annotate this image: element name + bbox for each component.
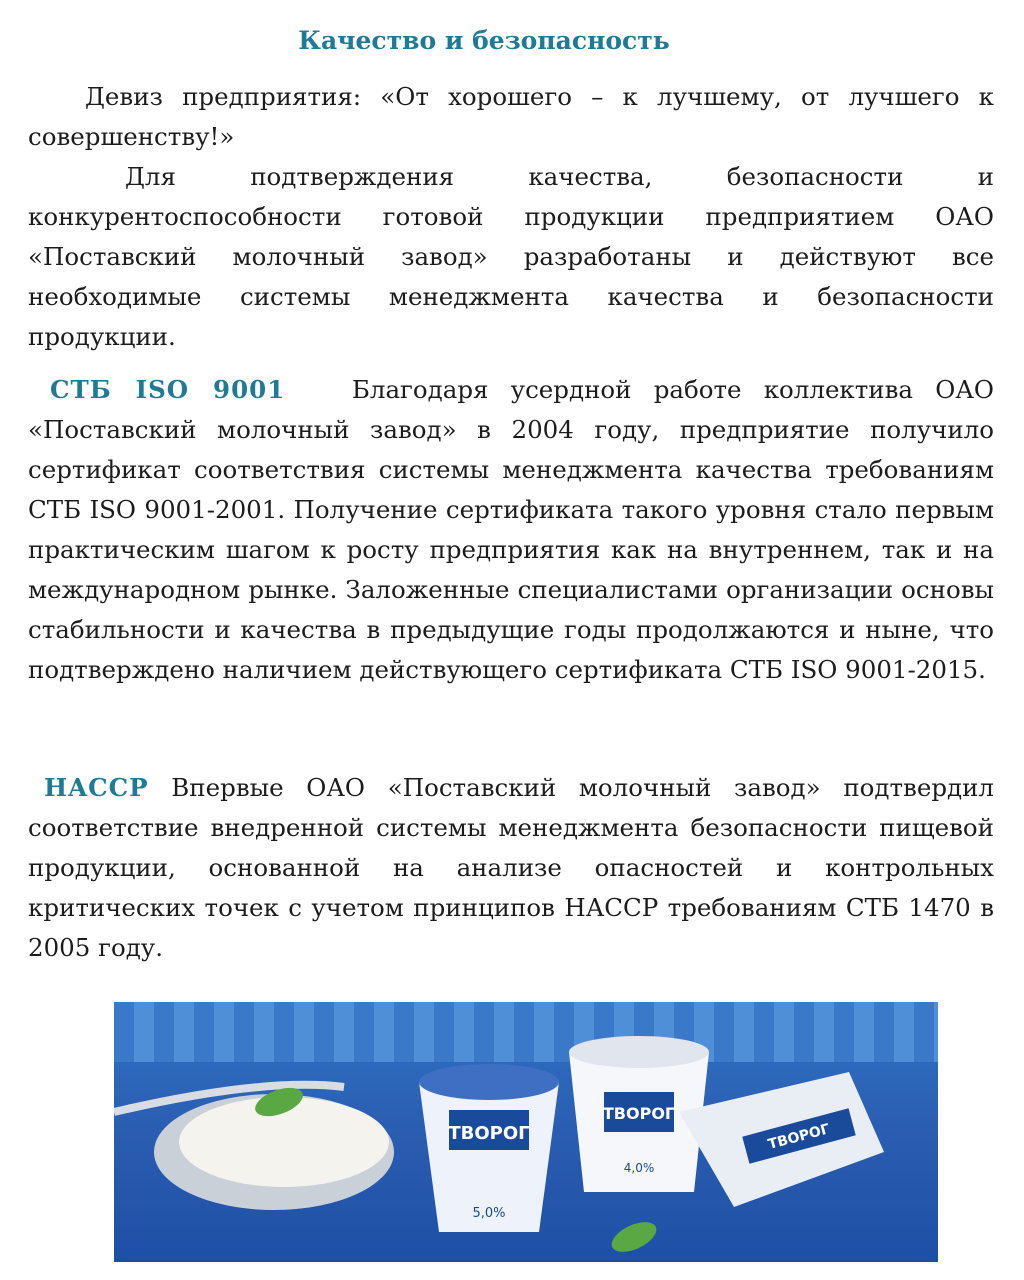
intro-paragraph: Для подтверждения качества, безопасности и конкурентоспособности готовой продукции предприятием ОАО «Поставский молочный завод» разработаны и действуют все необходимые системы менеджмента качества и безопасности продукции. — [28, 162, 994, 351]
cup-right-fat: 4,0% — [623, 1161, 655, 1175]
cup-left-fat: 5,0% — [472, 1206, 506, 1221]
iso-paragraph — [28, 370, 994, 690]
haccp-text: Впервые ОАО «Поставский молочный завод» подтвердил соответствие внедренной системы менеджмента безопасности пищевой продукции, основанной на анализе опасностей и контрольных критических точек с учетом принципов НАССР требованиям СТБ 1470 в 2005 году. — [28, 773, 994, 962]
haccp-label: HACCP — [44, 773, 149, 802]
iso-text: Благодаря усердной работе коллектива ОАО «Поставский молочный завод» в 2004 году, предприятие получило сертификат соответствия системы менеджмента качества требованиям СТБ ISO 9001-2001. Получение сертификата такого уровня стало первым практическим шагом к росту предприятия как на внутреннем, так и на международном рынке. Заложенные специалистами организации основы стабильности и качества в предыдущие годы продолжаются и ныне, что подтверждено наличием действующего сертификата СТБ ISO 9001-2015. — [28, 375, 994, 684]
basil-leaf-icon-2 — [607, 1216, 661, 1258]
haccp-paragraph — [28, 768, 994, 968]
product-illustration — [114, 1002, 938, 1262]
cup-right-brand: ТВОРОГ — [602, 1104, 676, 1123]
tray-brand: ТВОРОГ — [766, 1121, 832, 1154]
iso-label: СТБ ISO 9001 — [50, 375, 286, 404]
product-banner — [114, 1002, 938, 1262]
page-title: Качество и безопасность — [298, 26, 670, 55]
motto-paragraph: Девиз предприятия: «От хорошего – к лучшему, от лучшего к совершенству!» — [28, 82, 994, 151]
cup-left-brand: ТВОРОГ — [448, 1123, 530, 1144]
